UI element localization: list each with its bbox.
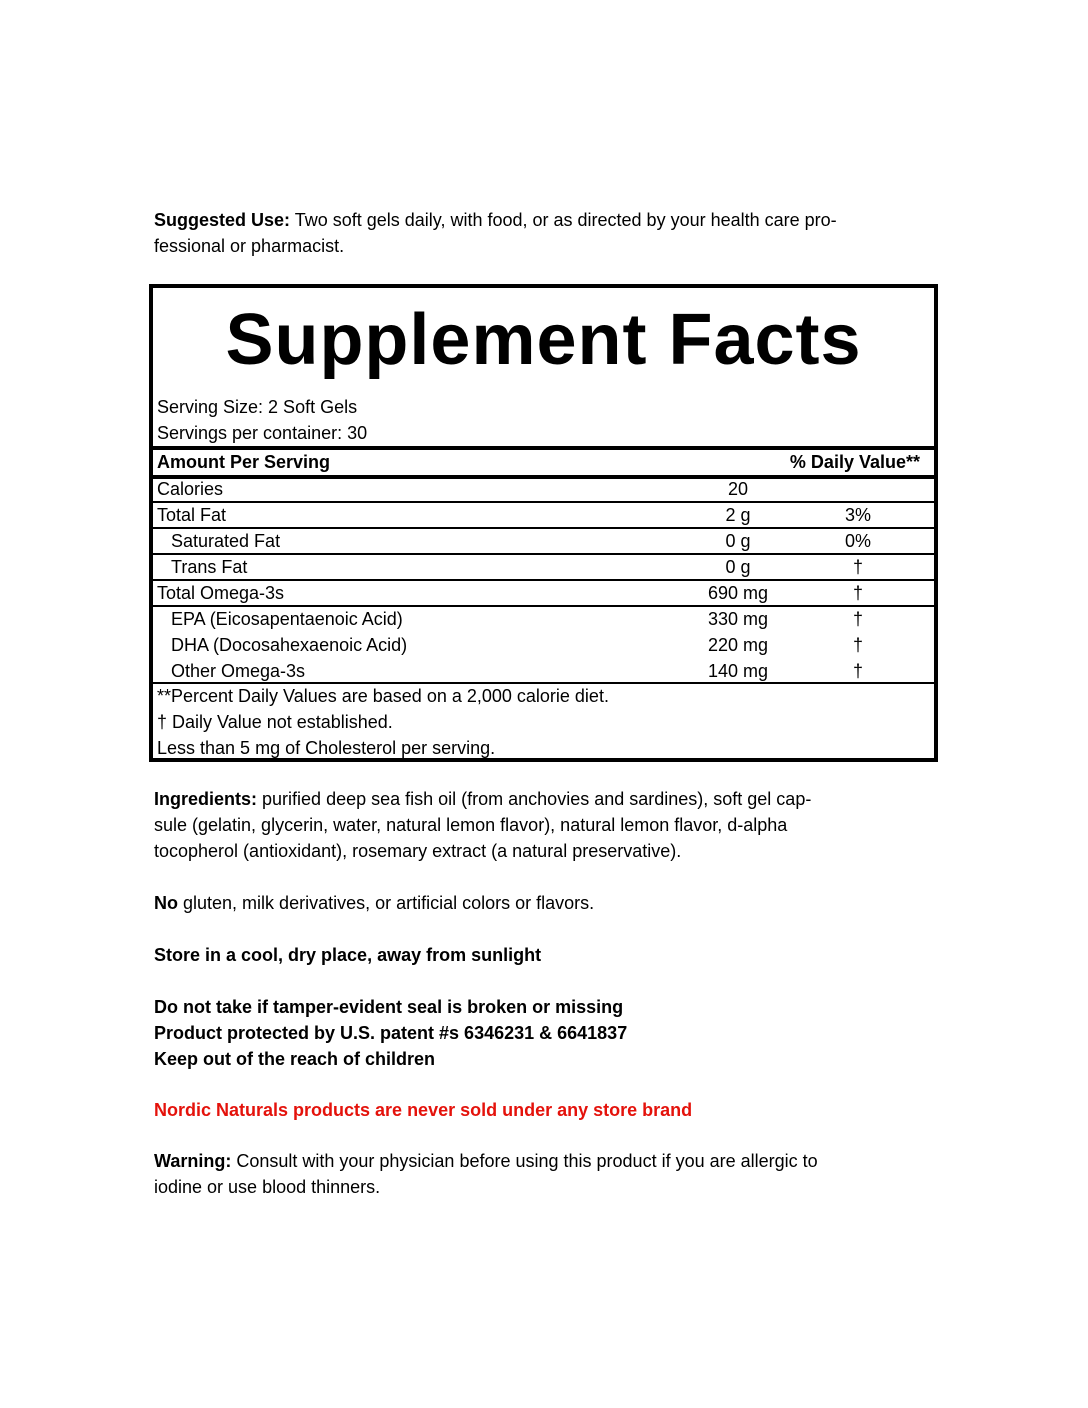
nutrient-label: Total Omega-3s xyxy=(157,583,285,603)
supplement-facts-panel xyxy=(149,284,938,762)
facts-title: Supplement Facts xyxy=(225,300,862,380)
no-allergens-statement xyxy=(154,890,914,916)
children-statement: Keep out of the reach of children xyxy=(154,1049,436,1069)
warning-text-1: Consult with your physician before using this product if you are allergic to xyxy=(236,1151,818,1171)
daily-value-header: % Daily Value** xyxy=(789,452,920,472)
nutrient-row xyxy=(153,528,934,554)
amount-header-row xyxy=(153,449,934,475)
no-label: No xyxy=(154,893,178,913)
ingredients-text-1: purified deep sea fish oil (from anchovies and sardines), soft gel cap- xyxy=(262,789,812,809)
nutrient-label: Saturated Fat xyxy=(171,531,281,551)
warning-label: Warning: xyxy=(154,1151,232,1171)
suggested-use-paragraph xyxy=(154,207,914,259)
nutrient-label: Calories xyxy=(157,479,224,499)
nutrient-row xyxy=(153,502,934,528)
amount-per-serving-label: Amount Per Serving xyxy=(157,452,331,472)
nutrient-amount: 330 mg xyxy=(707,609,769,629)
ingredients-label: Ingredients: xyxy=(154,789,258,809)
suggested-use-label: Suggested Use: xyxy=(154,210,291,230)
nutrient-label: EPA (Eicosapentaenoic Acid) xyxy=(171,609,403,629)
brand-notice: Nordic Naturals products are never sold under any store brand xyxy=(154,1100,693,1120)
nutrient-row xyxy=(153,580,934,606)
footnote-cholesterol: Less than 5 mg of Cholesterol per serving. xyxy=(157,738,496,758)
nutrient-row xyxy=(153,554,934,580)
warning-paragraph xyxy=(154,1148,914,1200)
nutrient-label: Other Omega-3s xyxy=(171,661,306,681)
suggested-use-text-1: Two soft gels daily, with food, or as directed by your health care pro- xyxy=(294,210,837,230)
footnote-not-established: † Daily Value not established. xyxy=(157,712,393,732)
nutrient-row xyxy=(153,476,934,502)
servings-per-container: Servings per container: 30 xyxy=(157,423,368,443)
nutrient-label: DHA (Docosahexaenoic Acid) xyxy=(171,635,408,655)
serving-size: Serving Size: 2 Soft Gels xyxy=(157,397,358,417)
nutrient-amount: 0 g xyxy=(725,557,751,577)
patent-statement: Product protected by U.S. patent #s 6346231 & 6641837 xyxy=(154,1023,628,1043)
nutrient-daily-value: † xyxy=(852,661,863,681)
nutrient-amount: 0 g xyxy=(725,531,751,551)
nutrient-amount: 20 xyxy=(727,479,749,499)
nutrient-amount: 2 g xyxy=(725,505,751,525)
no-statement-text: gluten, milk derivatives, or artificial colors or flavors. xyxy=(183,893,595,913)
nutrient-daily-value: 3% xyxy=(844,505,871,525)
nutrient-row xyxy=(153,632,934,658)
nutrient-amount: 220 mg xyxy=(707,635,769,655)
ingredients-paragraph xyxy=(154,786,914,864)
nutrient-amount: 690 mg xyxy=(707,583,769,603)
nutrient-daily-value: † xyxy=(852,583,863,603)
nutrient-daily-value: † xyxy=(852,635,863,655)
nutrient-row xyxy=(153,658,934,684)
tamper-seal-statement: Do not take if tamper-evident seal is broken or missing xyxy=(154,997,624,1017)
footnote-daily-values: **Percent Daily Values are based on a 2,000 calorie diet. xyxy=(157,686,609,706)
safety-statements xyxy=(154,994,914,1072)
suggested-use-text-2: fessional or pharmacist. xyxy=(154,236,345,256)
nutrient-label: Trans Fat xyxy=(171,557,248,577)
nutrient-amount: 140 mg xyxy=(707,661,769,681)
nutrient-row xyxy=(153,606,934,632)
nutrient-daily-value: 0% xyxy=(844,531,871,551)
nutrient-daily-value: † xyxy=(852,609,863,629)
nutrient-label: Total Fat xyxy=(157,505,227,525)
ingredients-text-3: tocopherol (antioxidant), rosemary extract (a natural preservative). xyxy=(154,841,682,861)
ingredients-text-2: sule (gelatin, glycerin, water, natural lemon flavor), natural lemon flavor, d-alpha xyxy=(154,815,788,835)
storage-statement: Store in a cool, dry place, away from sunlight xyxy=(154,945,542,965)
nutrient-daily-value: † xyxy=(852,557,863,577)
warning-text-2: iodine or use blood thinners. xyxy=(154,1177,381,1197)
